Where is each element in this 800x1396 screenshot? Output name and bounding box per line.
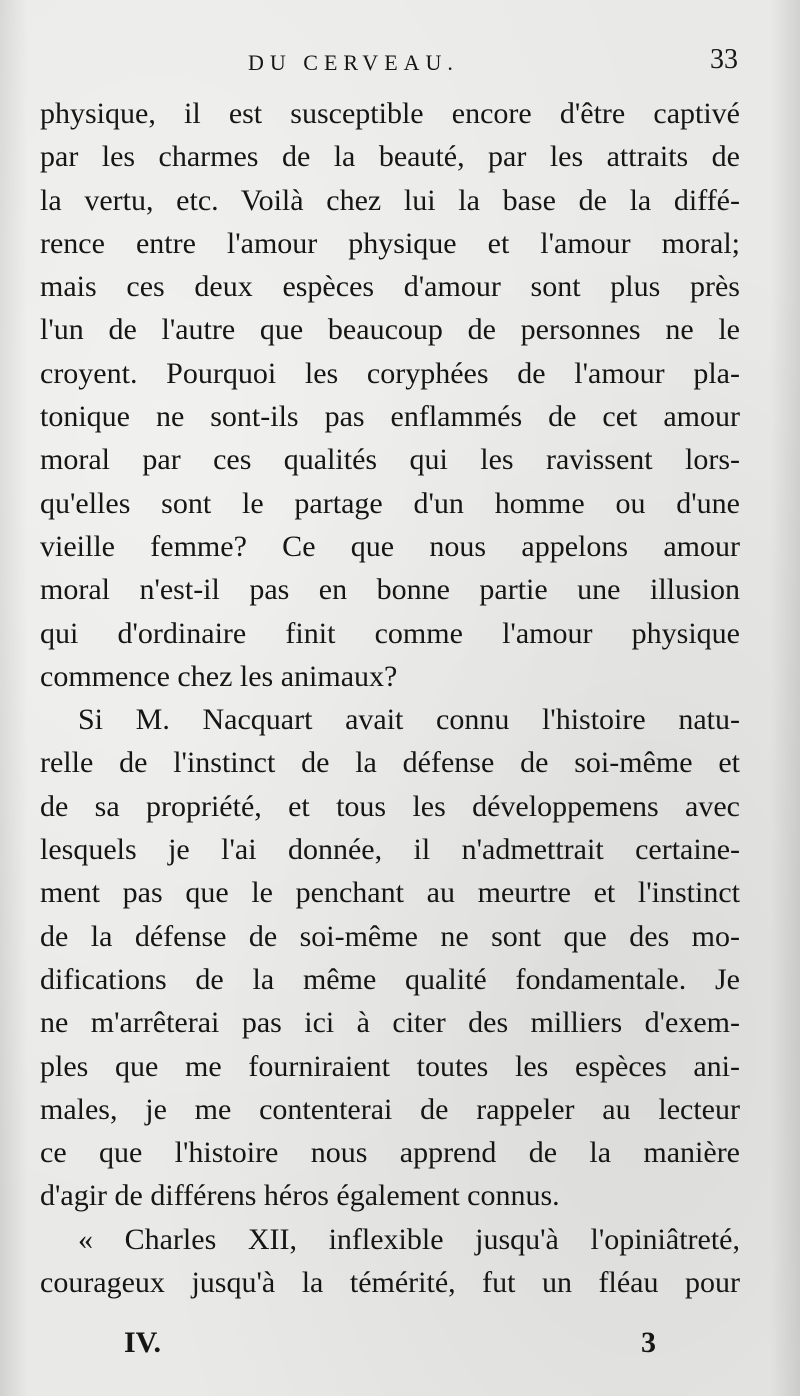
text-line: croyent. Pourquoi les coryphées de l'amour pla-: [40, 356, 740, 390]
text-line: courageux jusqu'à la témérité, fut un fléau pour: [40, 1266, 740, 1300]
paragraph-2: [40, 698, 740, 1218]
text-line: ples que me fourniraient toutes les espèces ani-: [40, 1049, 740, 1083]
paragraph-3: [40, 1218, 740, 1305]
text-line: moral n'est-il pas en bonne partie une illusion: [40, 573, 740, 607]
text-line: par les charmes de la beauté, par les attraits de: [40, 140, 740, 174]
text-line: physique, il est susceptible encore d'être captivé: [40, 97, 740, 130]
text-line: Si M. Nacquart avait connu l'histoire natu-: [78, 703, 740, 737]
text-line: relle de l'instinct de la défense de soi-même et: [40, 746, 740, 780]
text-line: mais ces deux espèces d'amour sont plus près: [40, 270, 740, 304]
text-line: tonique ne sont-ils pas enflammés de cet amour: [40, 400, 740, 434]
running-head: DU CERVEAU.: [248, 50, 459, 75]
text-line: qui d'ordinaire finit comme l'amour physique: [40, 616, 740, 650]
text-line: rence entre l'amour physique et l'amour moral;: [40, 226, 740, 260]
body-text: [40, 92, 740, 1304]
text-line: vieille femme? Ce que nous appelons amour: [40, 529, 740, 563]
text-line: ment pas que le penchant au meurtre et l'instinct: [40, 876, 740, 910]
text-line: la vertu, etc. Voilà chez lui la base de la diffé-: [40, 183, 740, 217]
text-line: ce que l'histoire nous apprend de la manière: [40, 1136, 740, 1170]
page-number: 33: [710, 44, 738, 75]
text-line: de sa propriété, et tous les développemens avec: [40, 789, 740, 823]
signature-number: 3: [641, 1326, 656, 1359]
page-header: [0, 44, 800, 84]
text-line: males, je me contenterai de rappeler au lecteur: [40, 1092, 740, 1126]
text-line: l'un de l'autre que beaucoup de personnes ne le: [40, 313, 740, 347]
text-line: ne m'arrêterai pas ici à citer des milliers d'exem-: [40, 1006, 740, 1040]
signature-volume: IV.: [124, 1326, 161, 1359]
text-line: qu'elles sont le partage d'un homme ou d'une: [40, 486, 740, 520]
text-line: de la défense de soi-même ne sont que des mo-: [40, 919, 740, 953]
text-line: difications de la même qualité fondamentale. Je: [40, 962, 740, 996]
text-line: lesquels je l'ai donnée, il n'admettrait certaine-: [40, 833, 740, 867]
paragraph-1: [40, 92, 740, 698]
text-line: commence chez les animaux?: [40, 659, 398, 693]
text-line: d'agir de différens héros également connus.: [40, 1179, 560, 1213]
page-footer: [0, 1326, 800, 1366]
text-line: « Charles XII, inflexible jusqu'à l'opiniâtreté,: [78, 1222, 740, 1256]
text-line: moral par ces qualités qui les ravissent lors-: [40, 443, 740, 477]
